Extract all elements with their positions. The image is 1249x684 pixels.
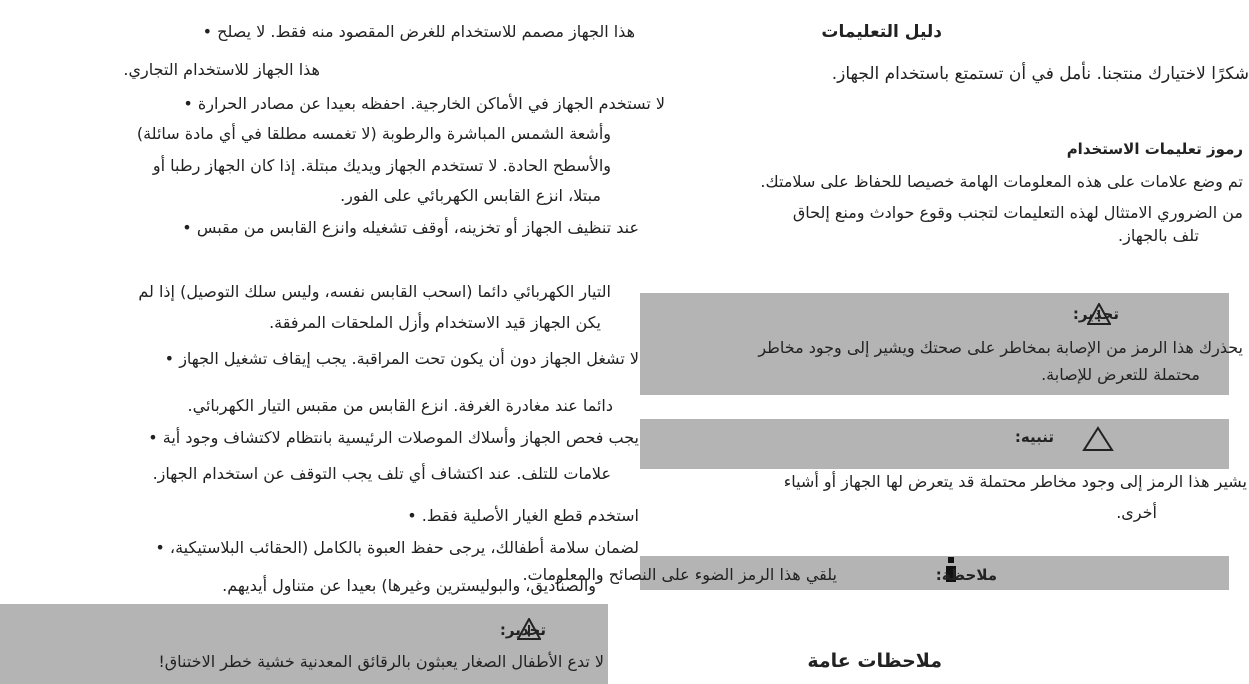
left-line-6: يكن الجهاز قيد الاستخدام وأزل الملحقات المرفقة. — [269, 313, 601, 332]
section-title: رموز تعليمات الاستخدام — [1066, 140, 1243, 158]
bullet-6: استخدم قطع الغيار الأصلية فقط. • — [407, 506, 639, 525]
symbols-paragraph-1: تم وضع علامات على هذه المعلومات الهامة خصيصا للحفاظ على سلامتك. — [760, 172, 1243, 191]
manual-title: دليل التعليمات — [821, 22, 942, 42]
left-line-8: علامات للتلف. عند اكتشاف أي تلف يجب التوقف عن استخدام الجهاز. — [152, 464, 611, 483]
left-warning-text: لا تدع الأطفال الصغار يعبثون بالرقائق المعدنية خشية خطر الاختناق! — [158, 652, 604, 671]
warning-text-line1: يحذرك هذا الرمز من الإصابة بمخاطر على صحتك ويشير إلى وجود مخاطر — [758, 338, 1243, 357]
left-warning-title: تحذير: — [499, 621, 546, 639]
bullet-5: يجب فحص الجهاز وأسلاك الموصلات الرئيسية بانتظام لاكتشاف وجود أية • — [148, 428, 639, 447]
note-title: ملاحظة: — [935, 566, 997, 584]
warning-text-line2: محتملة للتعرض للإصابة. — [1041, 365, 1200, 384]
left-line-9: والصناديق، والبوليسترين وغيرها) بعيدا عن متناول أيديهم. — [222, 576, 596, 595]
bullet-7: لضمان سلامة أطفالك، يرجى حفظ العبوة بالكامل (الحقائب البلاستيكية، • — [155, 538, 639, 557]
left-line-2: وأشعة الشمس المباشرة والرطوبة (لا تغمسه مطلقا في أي مادة سائلة) — [136, 124, 611, 143]
left-line-1: هذا الجهاز للاستخدام التجاري. — [123, 60, 320, 79]
symbols-paragraph-2-line1: من الضروري الامتثال لهذه التعليمات لتجنب وقوع حوادث ومنع إلحاق — [792, 203, 1243, 222]
left-warning-box — [0, 604, 608, 684]
left-line-5: التيار الكهربائي دائما (اسحب القابس نفسه، وليس سلك التوصيل) إذا لم — [138, 282, 611, 301]
bullet-1: هذا الجهاز مصمم للاستخدام للغرض المقصود منه فقط. لا يصلح • — [202, 22, 635, 41]
caution-box — [640, 419, 1229, 469]
caution-text-line2: أخرى. — [1116, 503, 1157, 522]
caution-icon — [1082, 426, 1114, 452]
bullet-2: لا تستخدم الجهاز في الأماكن الخارجية. احفظه بعيدا عن مصادر الحرارة • — [183, 94, 665, 113]
caution-text-line1: يشير هذا الرمز إلى وجود مخاطر محتملة قد يتعرض لها الجهاز أو أشياء — [783, 472, 1247, 491]
symbols-paragraph-2-line2: تلف بالجهاز. — [1118, 226, 1199, 245]
general-notes-title: ملاحظات عامة — [807, 650, 942, 672]
note-text: يلقي هذا الرمز الضوء على النصائح والمعلومات. — [522, 565, 837, 584]
left-line-4: مبتلا، انزع القابس الكهربائي على الفور. — [340, 186, 601, 205]
warning-title: تحذير: — [1072, 305, 1119, 323]
bullet-3: عند تنظيف الجهاز أو تخزينه، أوقف تشغيله وانزع القابس من مقبس • — [182, 218, 639, 237]
caution-title: تنبيه: — [1014, 428, 1054, 446]
bullet-4: لا تشغل الجهاز دون أن يكون تحت المراقبة. يجب إيقاف تشغيل الجهاز • — [164, 349, 639, 368]
intro-text: شكرًا لاختيارك منتجنا. نأمل في أن تستمتع باستخدام الجهاز. — [831, 64, 1249, 84]
left-line-7: دائما عند مغادرة الغرفة. انزع القابس من مقبس التيار الكهربائي. — [187, 396, 613, 415]
left-line-3: والأسطح الحادة. لا تستخدم الجهاز ويديك مبتلة. إذا كان الجهاز رطبا أو — [152, 156, 611, 175]
